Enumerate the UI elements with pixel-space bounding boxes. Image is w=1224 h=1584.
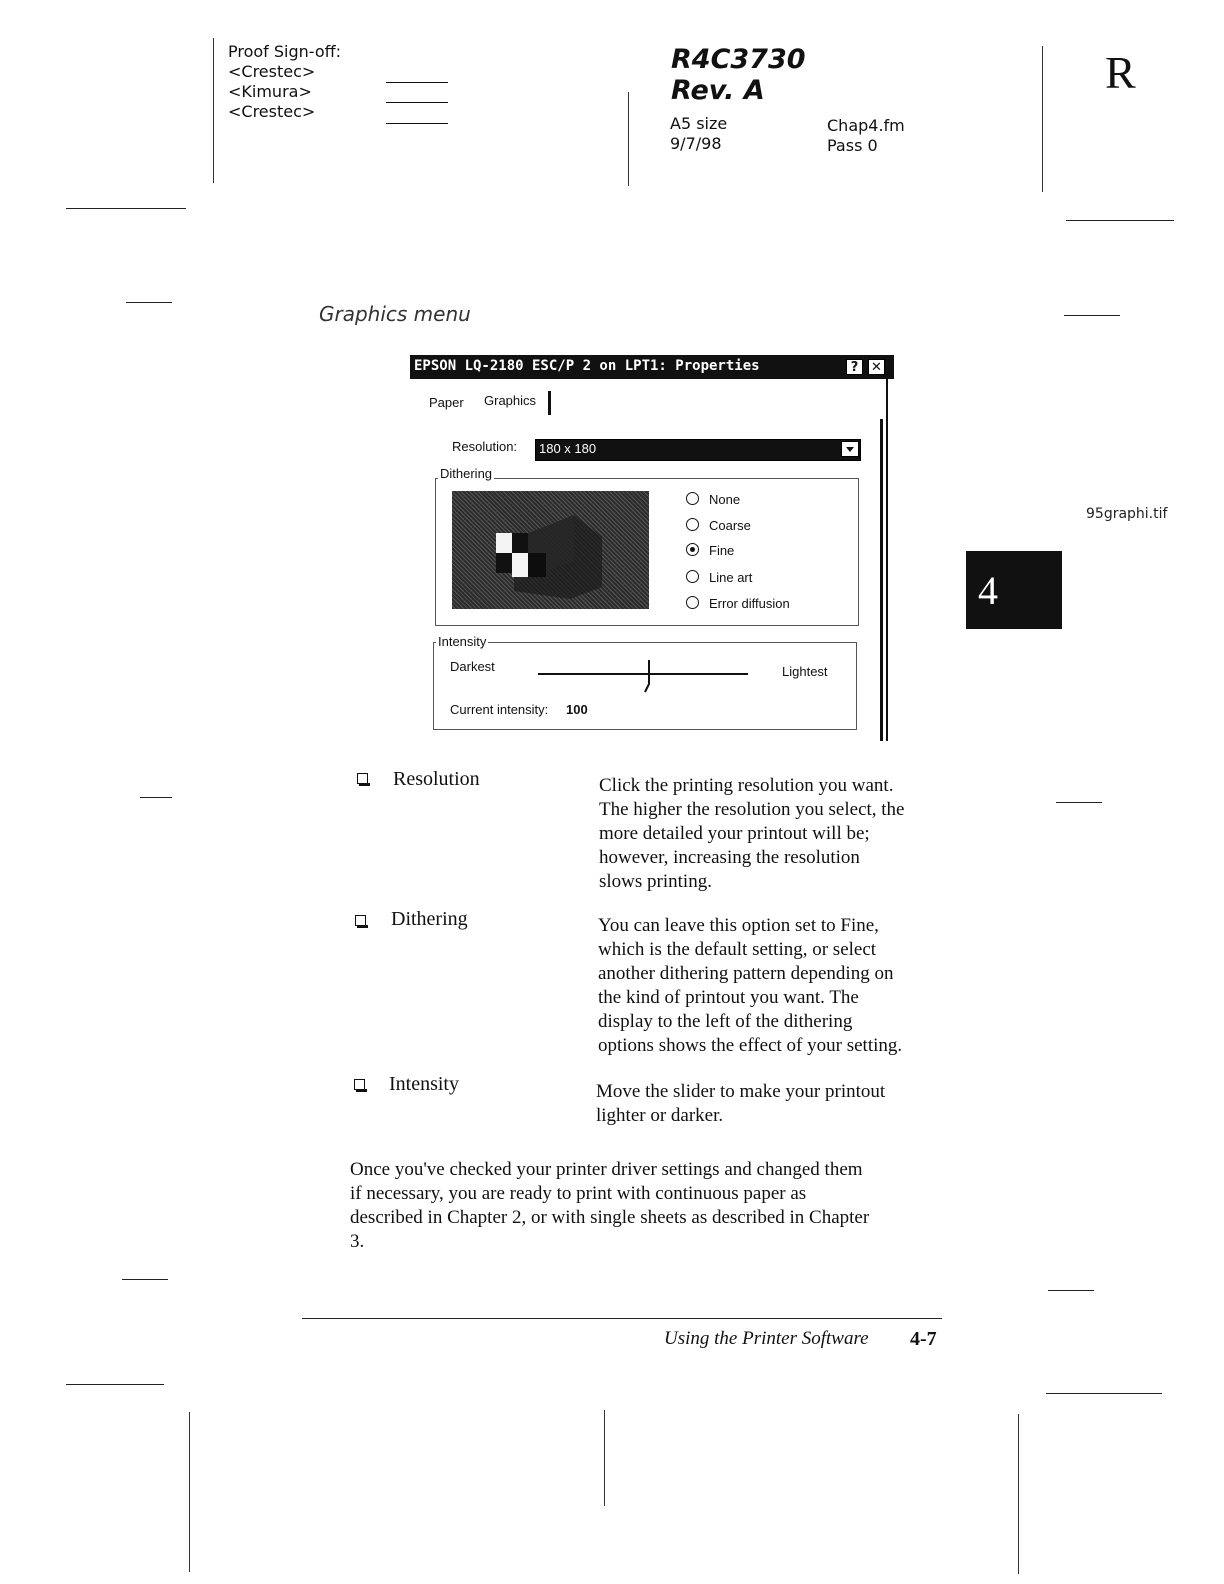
radio-error-diffusion[interactable] xyxy=(686,596,790,611)
desc-line: which is the default setting, or select xyxy=(598,939,877,960)
meta-size: A5 size xyxy=(670,114,728,133)
radio-circle xyxy=(686,596,699,609)
desc-line: however, increasing the resolution xyxy=(599,847,860,868)
desc-line: slows printing. xyxy=(599,871,712,892)
figure-caption: Graphics menu xyxy=(319,302,471,326)
intensity-label: Intensity xyxy=(438,634,487,649)
paragraph-line: 3. xyxy=(350,1231,365,1252)
desc-line: lighter or darker. xyxy=(596,1105,724,1126)
checkbox-bullet-icon xyxy=(355,915,366,926)
crop-mark xyxy=(604,1410,605,1506)
desc-line: another dithering pattern depending on xyxy=(598,963,894,984)
crop-mark xyxy=(189,1412,190,1572)
radio-coarse[interactable] xyxy=(686,518,751,533)
paragraph-line: Once you've checked your printer driver settings and changed them xyxy=(350,1159,863,1180)
lightest-label: Lightest xyxy=(782,664,828,679)
intensity-slider-track[interactable] xyxy=(538,673,748,675)
radio-line-art[interactable] xyxy=(686,570,752,585)
crop-mark xyxy=(1018,1414,1019,1574)
crop-mark xyxy=(1046,1393,1162,1394)
radio-label: Error diffusion xyxy=(709,596,790,611)
margin-mark xyxy=(628,92,629,186)
radio-label: Coarse xyxy=(709,518,751,533)
desc-line: The higher the resolution you select, the xyxy=(599,799,905,820)
revision: Rev. A xyxy=(671,75,765,106)
crop-mark xyxy=(1048,1290,1094,1291)
signature-line xyxy=(386,102,448,103)
signature-line xyxy=(386,82,448,83)
resolution-label: Resolution: xyxy=(452,439,518,454)
term-dithering: Dithering xyxy=(391,908,468,930)
signature-line xyxy=(386,123,448,124)
tab-paper[interactable]: Paper xyxy=(429,395,464,410)
desc-resolution xyxy=(599,774,959,894)
crop-mark xyxy=(1066,220,1174,221)
term-intensity: Intensity xyxy=(389,1073,459,1095)
desc-line: Move the slider to make your printout xyxy=(596,1081,886,1102)
paragraph-line: if necessary, you are ready to print with continuous paper as xyxy=(350,1183,807,1204)
crop-mark xyxy=(66,1384,164,1385)
desc-line: You can leave this option set to Fine, xyxy=(598,915,879,936)
chapter-number: 4 xyxy=(978,568,998,613)
checkbox-bullet-icon xyxy=(357,773,368,784)
dialog-edge xyxy=(886,355,888,741)
margin-mark xyxy=(1042,46,1043,192)
proof-title: Proof Sign-off: xyxy=(228,42,342,61)
crop-mark xyxy=(140,797,172,798)
desc-line: the kind of printout you want. The xyxy=(598,987,859,1008)
desc-intensity xyxy=(596,1080,956,1128)
help-button[interactable]: ? xyxy=(846,359,863,375)
proof-row: <Crestec> xyxy=(228,102,316,121)
figure-filename: 95graphi.tif xyxy=(1086,506,1168,522)
desc-line: more detailed your printout will be; xyxy=(599,823,870,844)
close-button[interactable]: ✕ xyxy=(868,359,885,375)
dialog-title-bar xyxy=(410,355,894,379)
crop-mark xyxy=(1064,315,1120,316)
paragraph-line: described in Chapter 2, or with single sheets as described in Chapter xyxy=(350,1207,870,1228)
intensity-slider-thumb[interactable] xyxy=(648,660,652,686)
dithering-label: Dithering xyxy=(440,466,493,481)
footer-rule xyxy=(302,1318,942,1319)
meta-pass: Pass 0 xyxy=(827,136,878,155)
tab-graphics[interactable]: Graphics xyxy=(484,393,537,408)
crop-mark xyxy=(66,208,186,209)
desc-line: options shows the effect of your setting. xyxy=(598,1035,903,1056)
desc-line: display to the left of the dithering xyxy=(598,1011,853,1032)
dialog-title: EPSON LQ-2180 ESC/P 2 on LPT1: Properties xyxy=(414,358,760,374)
crop-mark xyxy=(126,302,172,303)
proof-signoff-block xyxy=(228,42,341,122)
dialog-edge xyxy=(880,419,883,741)
resolution-select[interactable] xyxy=(535,439,861,461)
footer-title: Using the Printer Software xyxy=(664,1328,869,1349)
tab-divider xyxy=(548,391,551,415)
checkbox-bullet-icon xyxy=(354,1079,365,1090)
radio-none[interactable] xyxy=(686,492,740,507)
corner-letter: R xyxy=(1105,47,1136,98)
margin-mark-left xyxy=(213,38,214,183)
crop-mark xyxy=(1056,802,1102,803)
chapter-tab xyxy=(966,551,1062,629)
proof-row: <Crestec> xyxy=(228,62,316,81)
desc-line: Click the printing resolution you want. xyxy=(599,775,894,796)
properties-dialog xyxy=(410,355,894,740)
dropdown-arrow-icon[interactable] xyxy=(841,441,859,457)
doc-code-block xyxy=(671,44,806,106)
darkest-label: Darkest xyxy=(450,659,495,674)
proof-row: <Kimura> xyxy=(228,82,312,101)
resolution-value: 180 x 180 xyxy=(539,441,597,456)
term-resolution: Resolution xyxy=(393,768,480,790)
doc-code: R4C3730 xyxy=(671,44,806,75)
radio-label: Fine xyxy=(709,543,735,558)
radio-fine[interactable] xyxy=(686,543,734,558)
meta-file: Chap4.fm xyxy=(827,116,905,135)
crop-mark xyxy=(122,1279,168,1280)
radio-circle-selected xyxy=(686,543,699,556)
radio-circle xyxy=(686,492,699,505)
radio-label: None xyxy=(709,492,741,507)
desc-dithering xyxy=(598,914,958,1058)
meta-date: 9/7/98 xyxy=(670,134,722,153)
radio-circle xyxy=(686,518,699,531)
radio-label: Line art xyxy=(709,570,753,585)
current-intensity-label: Current intensity: xyxy=(450,702,549,717)
page-number: 4-7 xyxy=(910,1328,937,1350)
radio-circle xyxy=(686,570,699,583)
current-intensity-value: 100 xyxy=(566,702,588,717)
dither-preview-image xyxy=(452,491,649,609)
closing-paragraph xyxy=(350,1158,950,1254)
